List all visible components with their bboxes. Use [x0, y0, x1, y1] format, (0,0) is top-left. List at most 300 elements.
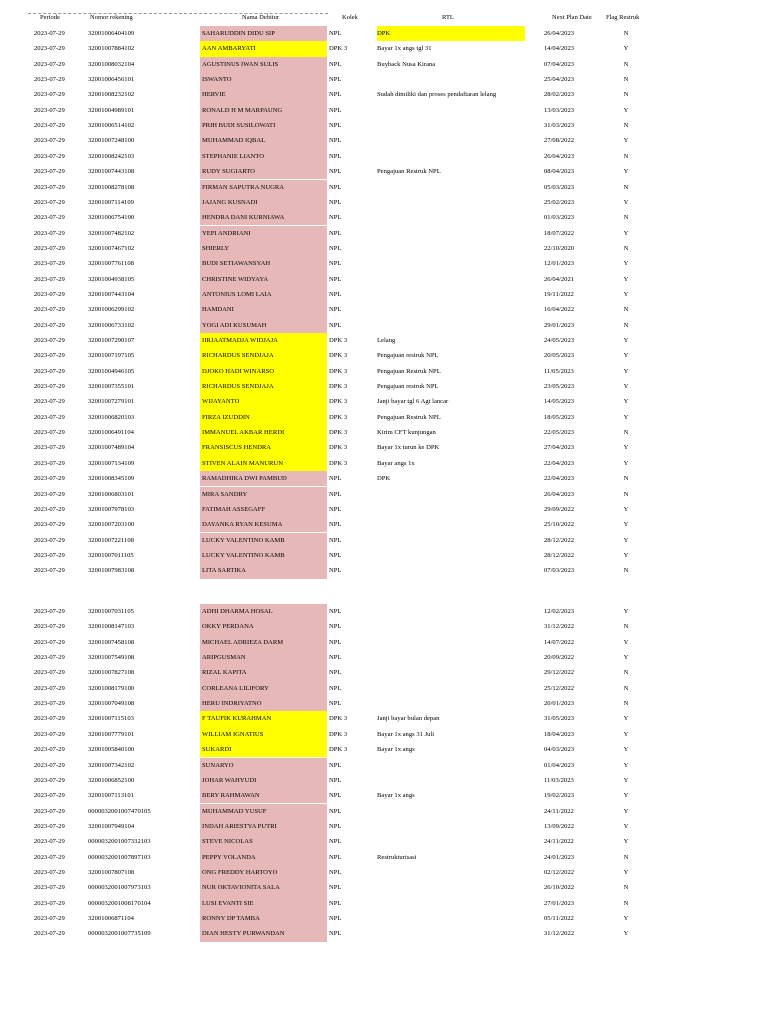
cell-rekening: 32001008345109 — [88, 475, 135, 483]
table-row — [0, 456, 768, 471]
cell-kolek: NPL — [329, 244, 342, 252]
cell-kolek: NPL — [329, 899, 342, 907]
cell-ril: Pengajuan restruk NPL — [377, 352, 439, 360]
cell-periode: 2023-07-29 — [34, 884, 65, 892]
cell-nama: PEPPY VOLANDA — [200, 850, 327, 865]
cell-kolek: NPL — [329, 608, 342, 615]
table-row — [0, 57, 768, 72]
table-row — [0, 302, 768, 317]
cell-rekening: 32001006820103 — [88, 413, 135, 421]
cell-rekening: 32001007197105 — [88, 352, 135, 360]
cell-flag: Y — [623, 807, 629, 815]
cell-rekening: 32001008032104 — [88, 60, 135, 68]
cell-kolek: DPK 3 — [329, 429, 348, 437]
cell-flag: Y — [623, 444, 629, 452]
header-ril: RTL — [442, 14, 454, 21]
cell-rekening: 32001006852100 — [88, 776, 135, 784]
table-row — [0, 880, 768, 895]
table-row — [0, 788, 768, 803]
cell-periode: 2023-07-29 — [34, 567, 65, 575]
cell-rekening: 32001007807108 — [88, 868, 135, 876]
cell-kolek: NPL — [329, 91, 342, 99]
table-row — [0, 604, 768, 619]
cell-flag: Y — [623, 638, 629, 646]
cell-rekening: 32001006456101 — [88, 76, 135, 84]
cell-date: 23/05/2023 — [544, 383, 575, 391]
cell-ril: Bayar 1x turun ke DPK — [377, 444, 440, 452]
cell-periode: 2023-07-29 — [34, 684, 65, 692]
cell-kolek: NPL — [329, 30, 342, 37]
cell-flag: Y — [623, 654, 629, 662]
cell-date: 31/12/2022 — [544, 623, 575, 631]
cell-flag: Y — [623, 198, 629, 206]
cell-flag: Y — [623, 459, 629, 467]
cell-periode: 2023-07-29 — [34, 275, 65, 283]
table-row — [0, 911, 768, 926]
table-row — [0, 410, 768, 425]
table-row — [0, 87, 768, 102]
cell-nama: SHIERLY — [200, 241, 327, 256]
cell-rekening: 32001007031105 — [88, 608, 134, 615]
cell-nama: WIJAYANTO — [200, 394, 327, 409]
cell-rekening: 000003200100747010​5 — [88, 807, 151, 815]
cell-kolek: NPL — [329, 198, 342, 206]
table-row — [0, 502, 768, 517]
cell-date: 13/09/2022 — [544, 822, 575, 830]
cell-nama: RICHARDUS SENDJAJA — [200, 348, 327, 363]
cell-nama: STEPHANIE LIANTO — [200, 149, 327, 164]
cell-periode: 2023-07-29 — [34, 746, 65, 754]
cell-flag: Y — [623, 367, 629, 375]
cell-periode: 2023-07-29 — [34, 930, 65, 938]
table-row — [0, 272, 768, 287]
cell-date: 29/09/2022 — [544, 505, 575, 513]
cell-rekening: 32001006299102 — [88, 306, 135, 314]
cell-rekening: 0000032001007897103 — [88, 853, 151, 861]
cell-date: 27/08/2022 — [544, 137, 575, 145]
cell-kolek: NPL — [329, 623, 342, 631]
cell-periode: 2023-07-29 — [34, 623, 65, 631]
cell-kolek: NPL — [329, 521, 342, 529]
cell-rekening: 32001007011105 — [88, 551, 134, 559]
cell-kolek: DPK 3 — [329, 413, 348, 421]
cell-kolek: NPL — [329, 807, 342, 815]
cell-rekening: 32001006754100 — [88, 214, 135, 222]
cell-date: 14/04/2023 — [544, 45, 575, 53]
cell-periode: 2023-07-29 — [34, 137, 65, 145]
table-row — [0, 133, 768, 148]
cell-flag: N — [623, 490, 629, 498]
cell-periode: 2023-07-29 — [34, 60, 65, 68]
cell-date: 27/04/2023 — [544, 444, 575, 452]
cell-flag: N — [623, 567, 629, 575]
cell-kolek: NPL — [329, 76, 342, 84]
cell-date: 22/04/2023 — [544, 459, 575, 467]
cell-nama: INDAH ARIESTYA PUTRI — [200, 819, 327, 834]
table-row — [0, 394, 768, 409]
cell-flag: Y — [623, 229, 629, 237]
cell-rekening: 32001004938105 — [88, 275, 135, 283]
cell-date: 25/04/2023 — [544, 76, 575, 84]
cell-periode: 2023-07-29 — [34, 260, 65, 268]
cell-flag: Y — [623, 398, 629, 406]
cell-flag: Y — [623, 505, 629, 513]
cell-ril: Buyback Nusa Kirana — [377, 60, 436, 68]
cell-kolek: NPL — [329, 321, 342, 329]
cell-kolek: NPL — [329, 567, 342, 575]
cell-nama: IIRJAATMADJA WIDJAJA — [200, 333, 327, 348]
cell-kolek: NPL — [329, 884, 342, 892]
cell-flag: N — [623, 684, 629, 692]
table-row — [0, 379, 768, 394]
table-row — [0, 440, 768, 455]
cell-rekening: 32001008179100 — [88, 684, 135, 692]
cell-ril: DPK — [377, 26, 525, 41]
cell-ril: DPK — [377, 475, 391, 483]
cell-kolek: NPL — [329, 168, 342, 176]
cell-date: 12/02/2023 — [544, 608, 575, 615]
cell-kolek: NPL — [329, 930, 342, 938]
cell-periode: 2023-07-29 — [34, 244, 65, 252]
table-row — [0, 758, 768, 773]
cell-periode: 2023-07-29 — [34, 669, 65, 677]
cell-rekening: 32001006404109 — [88, 30, 135, 37]
cell-kolek: NPL — [329, 654, 342, 662]
cell-flag: N — [623, 214, 629, 222]
table-row — [0, 364, 768, 379]
cell-date: 07/03/2023 — [544, 567, 575, 575]
cell-rekening: 32001007827108 — [88, 669, 135, 677]
cell-periode: 2023-07-29 — [34, 730, 65, 738]
cell-flag: Y — [623, 106, 629, 114]
cell-flag: Y — [623, 792, 629, 800]
cell-kolek: NPL — [329, 853, 342, 861]
cell-periode: 2023-07-29 — [34, 638, 65, 646]
cell-rekening: 32001007467102 — [88, 244, 135, 252]
cell-rekening: 32001006733102 — [88, 321, 135, 329]
cell-flag: N — [623, 306, 629, 314]
table-row — [0, 804, 768, 819]
cell-rekening: 32001007978103 — [88, 505, 135, 513]
cell-date: 05/03/2023 — [544, 183, 575, 191]
cell-rekening: 32001007489104 — [88, 444, 135, 452]
cell-kolek: NPL — [329, 536, 342, 544]
cell-periode: 2023-07-29 — [34, 45, 65, 53]
cell-periode: 2023-07-29 — [34, 413, 65, 421]
cell-kolek: NPL — [329, 638, 342, 646]
table-row — [0, 41, 768, 56]
cell-date: 20/01/2023 — [544, 700, 575, 708]
cell-periode: 2023-07-29 — [34, 168, 65, 176]
cell-periode: 2023-07-29 — [34, 776, 65, 784]
table-row — [0, 425, 768, 440]
cell-kolek: DPK 3 — [329, 45, 348, 53]
cell-rekening: 32001007949104 — [88, 822, 135, 830]
cell-nama: YOGI ADI KUSUMAH — [200, 318, 327, 333]
cell-flag: Y — [623, 608, 629, 615]
table-row — [0, 742, 768, 757]
cell-kolek: NPL — [329, 214, 342, 222]
cell-kolek: DPK 3 — [329, 715, 348, 723]
table-row — [0, 711, 768, 726]
cell-kolek: NPL — [329, 229, 342, 237]
cell-nama: ISWANTO — [200, 72, 327, 87]
cell-date: 29/12/2022 — [544, 669, 575, 677]
cell-periode: 2023-07-29 — [34, 654, 65, 662]
table-row — [0, 533, 768, 548]
cell-nama: LUCKY VALENTINO KAMB — [200, 548, 327, 563]
cell-flag: N — [623, 429, 629, 437]
cell-date: 07/04/2023 — [544, 60, 575, 68]
cell-flag: Y — [623, 383, 629, 391]
cell-flag: Y — [623, 838, 629, 846]
cell-ril: Sudah dimiliki dan proses pendaftaran lelang — [377, 91, 497, 99]
cell-ril: Kirim CFT kunjungan — [377, 429, 436, 437]
cell-flag: N — [623, 853, 629, 861]
cell-rekening: 32001007221108 — [88, 536, 134, 544]
cell-nama: AGUSTINUS IWAN SULIS — [200, 57, 327, 72]
cell-nama: SUKARDI — [200, 742, 327, 757]
table-row — [0, 226, 768, 241]
cell-kolek: DPK 3 — [329, 730, 348, 738]
cell-periode: 2023-07-29 — [34, 198, 65, 206]
cell-kolek: NPL — [329, 306, 342, 314]
cell-periode: 2023-07-29 — [34, 459, 65, 467]
cell-rekening: 32001007549108 — [88, 654, 135, 662]
table-row — [0, 696, 768, 711]
cell-periode: 2023-07-29 — [34, 868, 65, 876]
cell-nama: MUHAMMAD YUSUF — [200, 804, 327, 819]
table-row — [0, 318, 768, 333]
cell-nama: SUNARYO — [200, 758, 327, 773]
cell-flag: Y — [623, 275, 629, 283]
cell-rekening: 32001008242103 — [88, 152, 135, 160]
cell-date: 20/09/2022 — [544, 654, 575, 662]
cell-date: 29/01/2023 — [544, 321, 575, 329]
cell-kolek: NPL — [329, 60, 342, 68]
cell-date: 19/11/2022 — [544, 290, 574, 298]
cell-periode: 2023-07-29 — [34, 290, 65, 298]
cell-ril: Bayar 1x angs 31 Juli — [377, 730, 435, 738]
cell-periode: 2023-07-29 — [34, 807, 65, 815]
cell-date: 25/02/2023 — [544, 198, 575, 206]
table-row — [0, 180, 768, 195]
table-row — [0, 164, 768, 179]
cell-rekening: 32001007761108 — [88, 260, 134, 268]
table-row — [0, 256, 768, 271]
cell-nama: OKKY PERDANA — [200, 619, 327, 634]
cell-rekening: 32001007049108 — [88, 700, 135, 708]
cell-kolek: NPL — [329, 684, 342, 692]
cell-kolek: DPK 3 — [329, 337, 348, 344]
cell-rekening: 32001007443108 — [88, 168, 135, 176]
cell-date: 24/11/2022 — [544, 838, 574, 846]
cell-date: 08/04/2023 — [544, 168, 575, 176]
cell-periode: 2023-07-29 — [34, 551, 65, 559]
table-row — [0, 681, 768, 696]
cell-flag: N — [623, 60, 629, 68]
cell-periode: 2023-07-29 — [34, 383, 65, 391]
cell-flag: N — [623, 244, 629, 252]
cell-nama: HERVIE — [200, 87, 327, 102]
cell-date: 04/03/2023 — [544, 746, 575, 754]
cell-kolek: NPL — [329, 152, 342, 160]
cell-periode: 2023-07-29 — [34, 183, 65, 191]
table-row — [0, 348, 768, 363]
cell-nama: HENDRA DANI KURNIAWA — [200, 210, 327, 225]
cell-nama: WILLIAM IGNATIUS — [200, 727, 327, 742]
cell-nama: BUDI SETIAWANSYAH — [200, 256, 327, 271]
cell-date: 26/04/2023 — [544, 30, 575, 37]
cell-flag: Y — [623, 730, 629, 738]
cell-date: 16/04/2022 — [544, 306, 575, 314]
cell-nama: STEVE NICOLAS — [200, 834, 327, 849]
cell-kolek: NPL — [329, 776, 342, 784]
cell-ril: Bayar 1x angs — [377, 792, 415, 800]
cell-flag: Y — [623, 260, 629, 268]
table-row — [0, 834, 768, 849]
cell-rekening: 32001007115103 — [88, 715, 134, 723]
cell-rekening: 32001007443104 — [88, 290, 135, 298]
cell-rekening: 32001007114109 — [88, 198, 134, 206]
table-row — [0, 487, 768, 502]
cell-periode: 2023-07-29 — [34, 822, 65, 830]
cell-rekening: 32001004989101 — [88, 106, 135, 114]
header-rekening: Nomor rekening — [90, 14, 133, 21]
cell-flag: N — [623, 669, 629, 677]
cell-rekening: 32001007342102 — [88, 761, 135, 769]
cell-rekening: 32001007134109 — [88, 459, 135, 467]
cell-date: 26/04/2023 — [544, 152, 575, 160]
table-row — [0, 517, 768, 532]
table-row — [0, 241, 768, 256]
cell-nama: FIRZA IZUDDIN — [200, 410, 327, 425]
cell-flag: N — [623, 91, 629, 99]
cell-ril: Bayar angs 1x — [377, 459, 415, 467]
cell-kolek: NPL — [329, 505, 342, 513]
cell-kolek: NPL — [329, 915, 342, 922]
cell-nama: RIZAL KAPITA — [200, 665, 327, 680]
cell-rekening: 32001007779101 — [88, 730, 135, 738]
cell-date: 20/05/2023 — [544, 352, 575, 360]
header-date: Next Plan Date — [552, 14, 592, 21]
cell-nama: DAYANKA RYAN KESUMA — [200, 517, 327, 532]
cell-nama: F TAUFIK KURAHMAN — [200, 711, 327, 726]
cell-periode: 2023-07-29 — [34, 444, 65, 452]
table-row — [0, 548, 768, 563]
cell-periode: 2023-07-29 — [34, 536, 65, 544]
cell-periode: 2023-07-29 — [34, 915, 65, 922]
cell-flag: Y — [623, 746, 629, 754]
cell-periode: 2023-07-29 — [34, 521, 65, 529]
cell-flag: Y — [623, 776, 629, 784]
table-row — [0, 195, 768, 210]
cell-nama: MIRA SANDRY — [200, 487, 327, 502]
cell-rekening: 32001007203100 — [88, 521, 135, 529]
cell-date: 24/05/2023 — [544, 337, 575, 344]
cell-flag: N — [623, 475, 629, 483]
table-row — [0, 926, 768, 941]
cell-flag: Y — [623, 290, 629, 298]
cell-ril: Bayar 1x angs tgl 31 — [377, 45, 432, 53]
cell-date: 31/03/2023 — [544, 122, 575, 130]
cell-kolek: DPK 3 — [329, 398, 348, 406]
cell-rekening: 32001007884102 — [88, 45, 135, 53]
cell-flag: N — [623, 30, 629, 37]
table-row — [0, 471, 768, 486]
cell-flag: N — [623, 152, 629, 160]
cell-date: 14/07/2022 — [544, 638, 575, 646]
cell-periode: 2023-07-29 — [34, 229, 65, 237]
cell-date: 26/10/2022 — [544, 884, 575, 892]
cell-kolek: DPK 3 — [329, 352, 348, 360]
cell-rekening: 32001006871104 — [88, 915, 134, 922]
cell-nama: RONNY DP TAMBA — [200, 911, 327, 926]
cell-rekening: 32001004946105 — [88, 367, 135, 375]
cell-kolek: NPL — [329, 822, 342, 830]
cell-periode: 2023-07-29 — [34, 122, 65, 130]
cell-kolek: NPL — [329, 868, 342, 876]
table-row — [0, 333, 768, 348]
table-row — [0, 635, 768, 650]
cell-nama: ONG FREDDY HARTOYO — [200, 865, 327, 880]
cell-periode: 2023-07-29 — [34, 337, 65, 344]
table-row — [0, 72, 768, 87]
cell-periode: 2023-07-29 — [34, 30, 65, 37]
cell-periode: 2023-07-29 — [34, 490, 65, 498]
cell-date: 25/10/2022 — [544, 521, 575, 529]
table-row — [0, 773, 768, 788]
header-nama: Nama Debitur — [242, 14, 280, 21]
table-row — [0, 665, 768, 680]
cell-date: 26/04/2023 — [544, 490, 575, 498]
cell-date: 25/12/2022 — [544, 684, 575, 692]
cell-periode: 2023-07-29 — [34, 608, 65, 615]
cell-rekening: 32001006491104 — [88, 429, 134, 437]
cell-nama: LUCKY VALENTINO KAMB — [200, 533, 327, 548]
cell-date: 28/12/2022 — [544, 536, 575, 544]
cell-nama: PRIH BUDI SUSILOWATI — [200, 118, 327, 133]
cell-kolek: NPL — [329, 761, 342, 769]
cell-periode: 2023-07-29 — [34, 398, 65, 406]
cell-date: 22/04/2023 — [544, 475, 575, 483]
cell-flag: Y — [623, 930, 629, 938]
cell-rekening: 32001007458108 — [88, 638, 135, 646]
cell-nama: MUHAMMAD IQBAL — [200, 133, 327, 148]
cell-periode: 2023-07-29 — [34, 429, 65, 437]
cell-nama: YEPI ANDRIANI — [200, 226, 327, 241]
table-row — [0, 26, 768, 41]
cell-date: 01/03/2023 — [544, 214, 575, 222]
cell-rekening: 32001007113101 — [88, 792, 134, 800]
cell-kolek: NPL — [329, 275, 342, 283]
cell-ril: Pengajuan Restruk NPL — [377, 413, 441, 421]
cell-date: 12/01/2023 — [544, 260, 575, 268]
cell-kolek: NPL — [329, 106, 342, 114]
header-kolek: Kolek — [342, 14, 358, 21]
cell-rekening: 32001007248100 — [88, 137, 135, 145]
cell-date: 11/05/2023 — [544, 367, 574, 375]
cell-date: 22/10/2020 — [544, 244, 575, 252]
cell-kolek: DPK 3 — [329, 746, 348, 754]
cell-kolek: NPL — [329, 260, 342, 268]
column-header-row — [0, 14, 768, 26]
cell-kolek: NPL — [329, 838, 342, 846]
cell-rekening: 32001005840100 — [88, 746, 135, 754]
cell-date: 02/12/2022 — [544, 868, 575, 876]
cell-date: 26/04/2021 — [544, 275, 575, 283]
cell-flag: Y — [623, 521, 629, 529]
